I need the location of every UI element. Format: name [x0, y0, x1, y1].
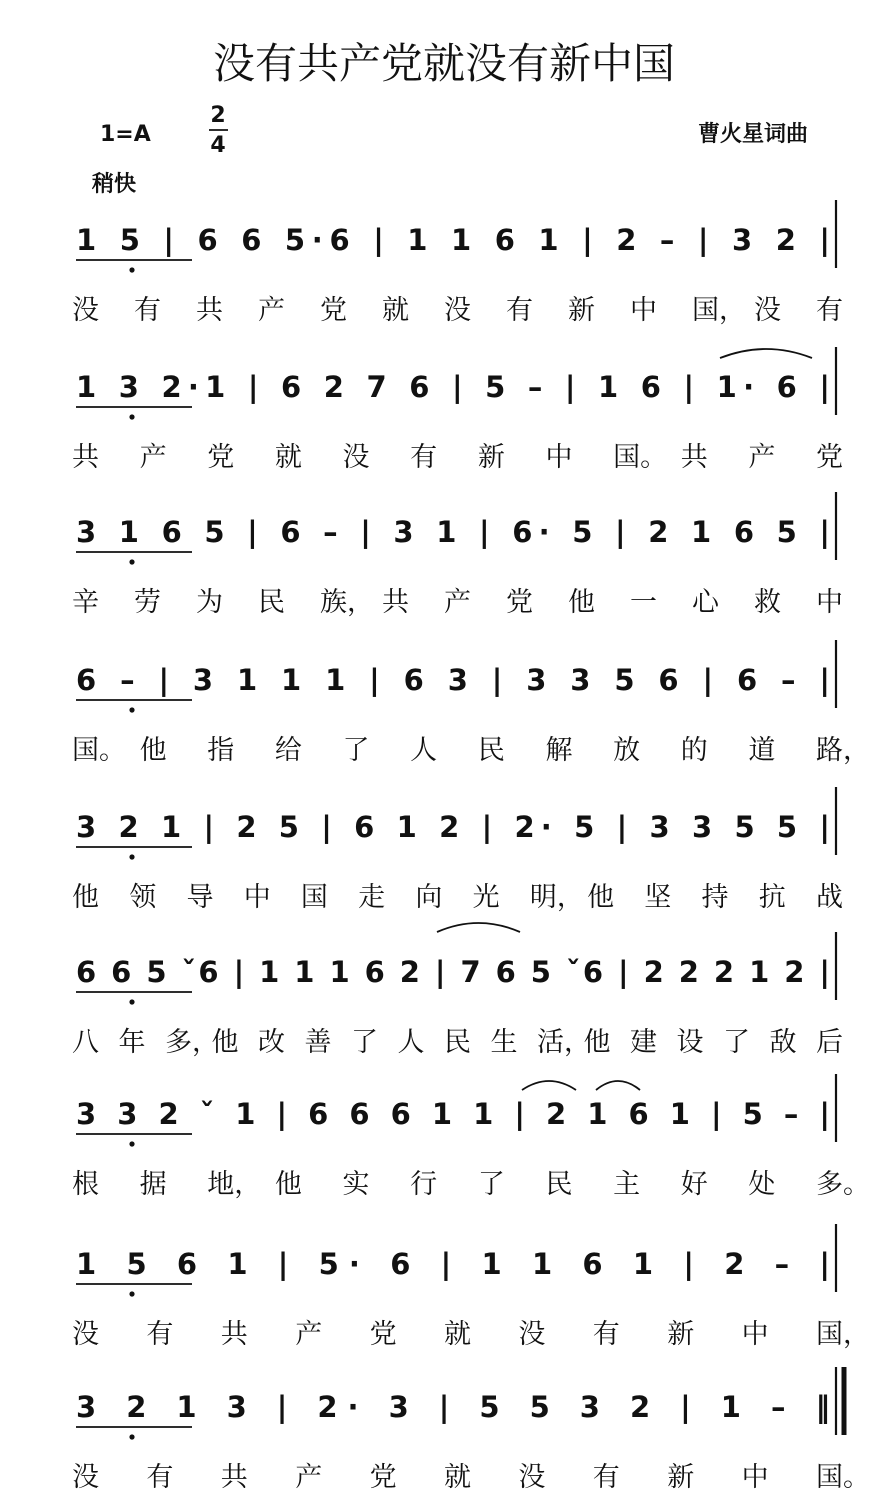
lyric-syllable: 他	[211, 1027, 239, 1058]
lyric-syllable: 共	[680, 442, 708, 473]
score-row	[72, 787, 843, 913]
lyric-syllable: 党	[816, 442, 843, 473]
lyric-syllable: 了	[351, 1027, 378, 1058]
notation-line: 3 2 1 | 2 5 | 6 1 2 | 2· 5 | 3 3 5 5 |	[76, 810, 830, 844]
octave-dot	[129, 267, 134, 272]
octave-dot	[129, 999, 134, 1004]
notation-line: 3 1 6 5 | 6 – | 3 1 | 6· 5 | 2 1 6 5 |	[76, 515, 830, 549]
lyric-syllable: 好	[680, 1169, 708, 1200]
lyric-syllable: 没	[518, 1319, 546, 1350]
lyric-syllable: 国，	[692, 295, 746, 326]
lyric-syllable: 生	[490, 1027, 518, 1058]
lyric-syllable: 国。	[72, 735, 126, 766]
lyric-syllable: 共	[382, 587, 409, 618]
lyric-syllable: 为	[196, 587, 223, 618]
lyric-syllable: 主	[613, 1169, 641, 1200]
lyric-syllable: 国。	[613, 442, 668, 473]
lyric-syllable: 没	[754, 295, 781, 326]
score-row	[72, 492, 843, 618]
lyric-syllable: 他	[583, 1027, 611, 1058]
lyric-syllable: 没	[72, 295, 99, 326]
lyric-syllable: 新	[568, 295, 595, 326]
lyric-syllable: 他	[139, 735, 167, 766]
lyric-syllable: 地，	[207, 1169, 262, 1200]
lyric-syllable: 辛	[72, 587, 99, 618]
lyric-syllable: 新	[667, 1462, 695, 1493]
lyric-syllable: 他	[274, 1169, 302, 1200]
lyric-syllable: 党	[369, 1319, 397, 1350]
lyric-syllable: 有	[816, 295, 843, 326]
lyric-syllable: 的	[680, 735, 708, 766]
time-signature-bottom: 4	[210, 133, 226, 158]
lyric-syllable: 活，	[537, 1027, 591, 1058]
lyric-syllable: 领	[129, 882, 157, 913]
slur-mark	[720, 349, 812, 358]
lyric-syllable: 有	[146, 1462, 174, 1493]
lyric-syllable: 光	[472, 882, 500, 913]
key-signature: 1=A	[100, 122, 151, 147]
lyric-syllable: 产	[444, 587, 471, 618]
score-row	[72, 347, 843, 473]
credit: 曹火星词曲	[697, 122, 808, 147]
lyric-syllable: 党	[369, 1462, 397, 1493]
lyric-syllable: 战	[816, 882, 843, 913]
lyric-syllable: 据	[139, 1169, 167, 1200]
lyric-syllable: 给	[274, 735, 302, 766]
lyric-syllable: 了	[477, 1169, 505, 1200]
lyric-syllable: 多，	[165, 1027, 219, 1058]
lyric-syllable: 没	[72, 1462, 99, 1493]
lyric-syllable: 劳	[134, 587, 161, 618]
lyric-syllable: 他	[72, 882, 99, 913]
lyric-syllable: 导	[186, 882, 214, 913]
lyric-syllable: 建	[630, 1027, 657, 1058]
notation-line: 3 3 2 ˇ 1 | 6 6 6 1 1 | 2 1 6 1 | 5 – |	[76, 1097, 831, 1131]
lyric-syllable: 没	[342, 442, 370, 473]
lyric-syllable: 中	[243, 882, 271, 913]
lyric-syllable: 民	[477, 735, 505, 766]
lyric-syllable: 一	[630, 587, 657, 618]
lyric-syllable: 没	[444, 295, 471, 326]
lyric-syllable: 国。	[816, 1462, 870, 1493]
lyric-syllable: 新	[477, 442, 505, 473]
score-row	[72, 1367, 870, 1493]
lyric-syllable: 没	[518, 1462, 546, 1493]
lyric-syllable: 后	[816, 1027, 843, 1058]
lyric-syllable: 共	[196, 295, 223, 326]
lyric-syllable: 人	[397, 1027, 425, 1058]
tempo-marking: 稍快	[92, 172, 137, 197]
lyric-syllable: 产	[295, 1319, 323, 1350]
octave-dot	[129, 414, 134, 419]
octave-dot	[129, 1291, 134, 1296]
octave-dot	[129, 707, 134, 712]
lyric-syllable: 走	[358, 882, 386, 913]
lyric-syllable: 共	[220, 1319, 248, 1350]
score-row	[72, 640, 870, 766]
lyric-syllable: 国，	[816, 1319, 870, 1350]
lyric-syllable: 有	[592, 1319, 620, 1350]
lyric-syllable: 指	[207, 735, 235, 766]
octave-dot	[129, 854, 134, 859]
lyric-syllable: 中	[545, 442, 573, 473]
lyric-syllable: 有	[146, 1319, 174, 1350]
lyric-syllable: 了	[342, 735, 370, 766]
notation-line: 3 2 1 3 | 2· 3 | 5 5 3 2 | 1 – ‖	[76, 1390, 830, 1424]
score-row	[72, 1224, 870, 1350]
lyric-syllable: 心	[692, 587, 719, 618]
lyric-syllable: 中	[741, 1462, 769, 1493]
lyric-syllable: 持	[701, 882, 729, 913]
slur-mark	[437, 923, 520, 932]
lyric-syllable: 解	[545, 735, 573, 766]
lyric-syllable: 就	[444, 1319, 471, 1350]
lyric-syllable: 就	[444, 1462, 471, 1493]
lyric-syllable: 多。	[816, 1169, 870, 1200]
lyric-syllable: 敌	[769, 1027, 797, 1058]
lyric-syllable: 明，	[529, 882, 584, 913]
lyric-syllable: 设	[676, 1027, 704, 1058]
lyric-syllable: 就	[382, 295, 409, 326]
time-signature-top: 2	[210, 103, 226, 128]
score-row	[72, 200, 843, 326]
octave-dot	[129, 1434, 134, 1439]
lyric-syllable: 族，	[320, 587, 374, 618]
lyric-syllable: 实	[342, 1169, 370, 1200]
lyric-syllable: 共	[220, 1462, 248, 1493]
lyric-syllable: 中	[816, 587, 843, 618]
lyric-syllable: 了	[723, 1027, 750, 1058]
notation-line: 6 – | 3 1 1 1 | 6 3 | 3 3 5 6 | 6 – |	[76, 663, 831, 697]
score-row	[72, 932, 843, 1058]
slur-mark	[596, 1081, 640, 1090]
lyric-syllable: 产	[139, 442, 167, 473]
lyric-syllable: 产	[748, 442, 776, 473]
lyric-syllable: 有	[410, 442, 438, 473]
lyric-syllable: 放	[613, 735, 641, 766]
lyric-syllable: 处	[748, 1169, 776, 1200]
lyric-syllable: 向	[415, 882, 443, 913]
lyric-syllable: 中	[741, 1319, 769, 1350]
lyric-syllable: 年	[118, 1027, 146, 1058]
lyric-syllable: 坚	[644, 882, 672, 913]
slur-mark	[522, 1081, 576, 1090]
lyric-syllable: 有	[134, 295, 161, 326]
lyric-syllable: 有	[592, 1462, 620, 1493]
lyric-syllable: 道	[748, 735, 776, 766]
notation-line: 1 3 2·1 | 6 2 7 6 | 5 – | 1 6 | 1· 6 |	[76, 370, 830, 404]
lyric-syllable: 人	[410, 735, 438, 766]
lyric-syllable: 产	[295, 1462, 323, 1493]
lyric-syllable: 他	[568, 587, 595, 618]
lyric-syllable: 产	[258, 295, 285, 326]
song-title: 没有共产党就没有新中国	[212, 39, 676, 88]
notation-line: 6 6 5 ˇ6 | 1 1 1 6 2 | 7 6 5 ˇ6 | 2 2 2 1 2 |	[76, 955, 830, 989]
lyric-syllable: 民	[258, 587, 285, 618]
lyric-syllable: 党	[320, 295, 347, 326]
lyric-syllable: 八	[72, 1027, 99, 1058]
lyric-syllable: 党	[506, 587, 533, 618]
lyric-syllable: 有	[506, 295, 533, 326]
notation-line: 1 5 6 1 | 5· 6 | 1 1 6 1 | 2 – |	[76, 1247, 830, 1281]
lyric-syllable: 善	[304, 1027, 332, 1058]
lyric-syllable: 民	[444, 1027, 471, 1058]
lyric-syllable: 国	[300, 882, 328, 913]
octave-dot	[129, 559, 134, 564]
lyric-syllable: 根	[72, 1169, 99, 1200]
lyric-syllable: 改	[258, 1027, 285, 1058]
lyric-syllable: 他	[587, 882, 615, 913]
lyric-syllable: 路，	[816, 735, 870, 766]
lyric-syllable: 党	[207, 442, 235, 473]
lyric-syllable: 抗	[758, 882, 786, 913]
notation-line: 1 5 | 6 6 5·6 | 1 1 6 1 | 2 – | 3 2 |	[76, 223, 831, 257]
lyric-syllable: 行	[410, 1169, 438, 1200]
lyric-syllable: 救	[754, 587, 781, 618]
octave-dot	[129, 1141, 134, 1146]
lyric-syllable: 中	[630, 295, 657, 326]
lyric-syllable: 共	[72, 442, 99, 473]
lyric-syllable: 没	[72, 1319, 99, 1350]
lyric-syllable: 就	[274, 442, 302, 473]
score-rows	[72, 200, 870, 1493]
lyric-syllable: 新	[667, 1319, 695, 1350]
score-row	[72, 1074, 870, 1200]
lyric-syllable: 民	[545, 1169, 573, 1200]
